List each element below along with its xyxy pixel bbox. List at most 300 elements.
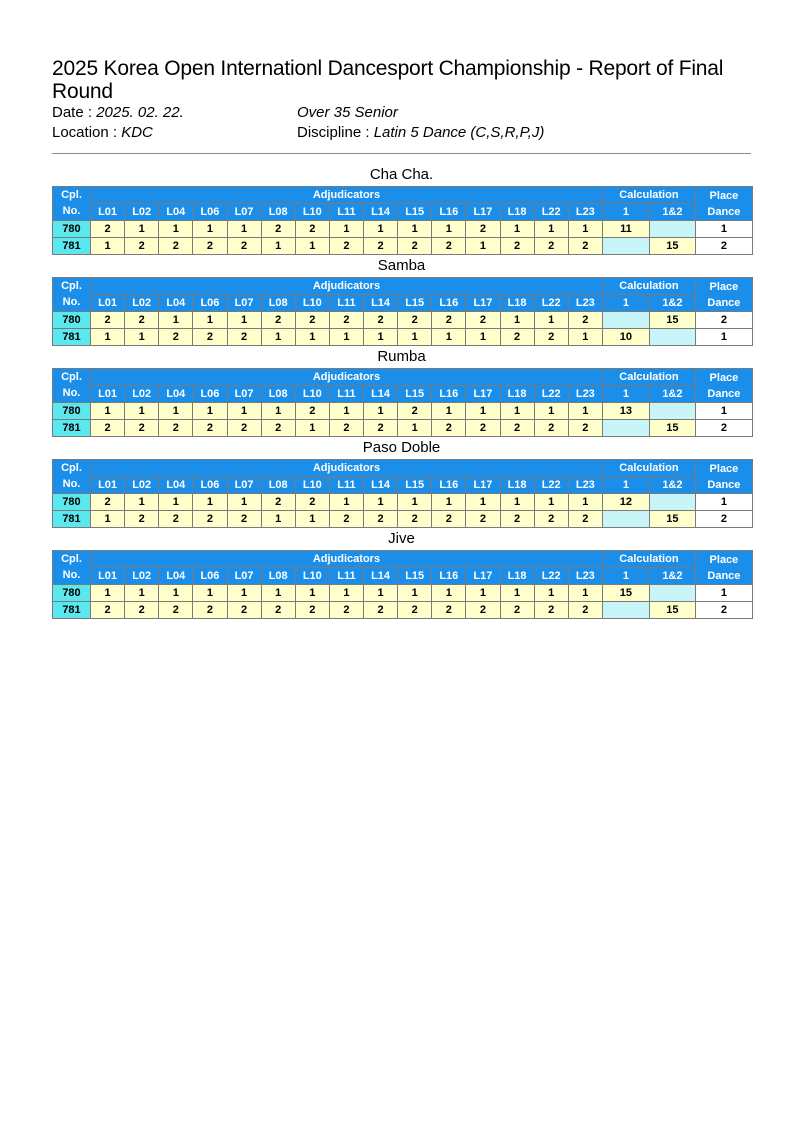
mark-cell: 1 [568,329,602,346]
mark-cell: 2 [568,312,602,329]
no-label: No. [62,569,81,581]
score-table [52,550,753,619]
mark-cell: 1 [329,221,363,238]
place-dance-header [695,460,752,494]
mark-cell: 2 [364,602,398,619]
place-value: 2 [695,312,752,329]
mark-cell: 1 [534,221,568,238]
cpl-label: Cpl. [61,280,82,292]
calc-1-header: 1 [602,568,649,585]
mark-cell: 2 [261,602,295,619]
mark-cell: 1 [364,329,398,346]
mark-cell: 1 [193,312,227,329]
mark-cell: 2 [398,238,432,255]
calculation-header: Calculation [602,369,695,386]
mark-cell: 2 [466,511,500,528]
adjudicator-code: L04 [159,204,193,221]
mark-cell: 2 [329,511,363,528]
mark-cell: 2 [193,420,227,437]
couple-number: 780 [53,494,91,511]
calc-1-header: 1 [602,204,649,221]
mark-cell: 1 [500,403,534,420]
calc-12-value [649,585,695,602]
adjudicator-code: L16 [432,477,466,494]
no-label: No. [62,296,81,308]
place-value: 2 [695,511,752,528]
report-header [52,57,752,143]
dance-title: Cha Cha. [369,166,434,183]
mark-cell: 1 [295,511,329,528]
mark-cell: 1 [261,511,295,528]
adjudicators-header: Adjudicators [91,369,603,386]
couple-row [53,420,753,437]
mark-cell: 2 [534,420,568,437]
adjudicator-code: L18 [500,204,534,221]
mark-cell: 1 [193,585,227,602]
mark-cell: 2 [159,420,193,437]
adjudicator-code: L22 [534,204,568,221]
adjudicator-code: L15 [398,568,432,585]
calc-1-value: 12 [602,494,649,511]
calc-1-value: 15 [602,585,649,602]
mark-cell: 2 [398,511,432,528]
mark-cell: 2 [295,312,329,329]
couple-number: 781 [53,329,91,346]
mark-cell: 1 [227,221,261,238]
mark-cell: 2 [91,420,125,437]
adjudicators-header: Adjudicators [91,278,603,295]
mark-cell: 1 [432,494,466,511]
adjudicator-code: L07 [227,204,261,221]
mark-cell: 2 [466,221,500,238]
mark-cell: 2 [295,602,329,619]
mark-cell: 2 [466,602,500,619]
header-row [53,204,753,221]
adjudicator-code: L23 [568,204,602,221]
cpl-no-header [53,460,91,494]
mark-cell: 1 [568,585,602,602]
mark-cell: 1 [159,494,193,511]
mark-cell: 2 [329,602,363,619]
mark-cell: 2 [295,403,329,420]
couple-number: 781 [53,238,91,255]
mark-cell: 1 [125,403,159,420]
couple-number: 780 [53,403,91,420]
adjudicator-code: L10 [295,204,329,221]
mark-cell: 1 [364,221,398,238]
adjudicator-code: L18 [500,386,534,403]
header-row [53,295,753,312]
couple-row [53,329,753,346]
header-row [53,369,753,386]
adjudicator-code: L17 [466,295,500,312]
mark-cell: 1 [466,585,500,602]
mark-cell: 2 [227,511,261,528]
mark-cell: 1 [432,329,466,346]
mark-cell: 1 [500,312,534,329]
place-value: 2 [695,420,752,437]
adjudicator-code: L22 [534,386,568,403]
dance-label: Dance [707,296,741,309]
header-row [53,477,753,494]
mark-cell: 1 [125,585,159,602]
calc-12-value [649,221,695,238]
no-label: No. [62,205,81,217]
adjudicator-code: L10 [295,477,329,494]
mark-cell: 2 [500,238,534,255]
adjudicator-code: L18 [500,477,534,494]
adjudicator-code: L07 [227,477,261,494]
mark-cell: 2 [159,329,193,346]
mark-cell: 2 [534,329,568,346]
mark-cell: 1 [432,221,466,238]
adjudicator-code: L17 [466,386,500,403]
mark-cell: 2 [534,238,568,255]
header-row [53,551,753,568]
adjudicator-code: L17 [466,477,500,494]
mark-cell: 1 [329,329,363,346]
adjudicator-code: L15 [398,204,432,221]
mark-cell: 2 [125,602,159,619]
calc-12-value: 15 [649,602,695,619]
mark-cell: 1 [398,221,432,238]
category-value: Over 35 Senior [297,104,398,121]
mark-cell: 1 [364,403,398,420]
adjudicator-code: L15 [398,386,432,403]
mark-cell: 2 [193,602,227,619]
mark-cell: 1 [91,585,125,602]
calc-12-value: 15 [649,312,695,329]
adjudicator-code: L14 [364,204,398,221]
adjudicator-code: L08 [261,477,295,494]
calc-1-value [602,602,649,619]
couple-number: 781 [53,602,91,619]
mark-cell: 2 [466,420,500,437]
mark-cell: 2 [398,602,432,619]
mark-cell: 1 [432,403,466,420]
meta-row-date [52,103,752,123]
mark-cell: 2 [329,312,363,329]
adjudicator-code: L18 [500,295,534,312]
place-value: 1 [695,403,752,420]
adjudicator-code: L10 [295,568,329,585]
adjudicator-code: L02 [125,568,159,585]
adjudicator-code: L04 [159,386,193,403]
adjudicator-code: L01 [91,477,125,494]
mark-cell: 2 [534,511,568,528]
mark-cell: 1 [193,494,227,511]
adjudicator-code: L17 [466,568,500,585]
couple-row [53,602,753,619]
mark-cell: 1 [91,511,125,528]
mark-cell: 1 [159,312,193,329]
calc-12-value: 15 [649,511,695,528]
mark-cell: 1 [466,329,500,346]
place-value: 2 [695,238,752,255]
mark-cell: 1 [534,312,568,329]
mark-cell: 2 [329,238,363,255]
dance-results [52,164,751,619]
adjudicator-code: L06 [193,386,227,403]
calc-1-value: 11 [602,221,649,238]
header-row [53,187,753,204]
mark-cell: 2 [398,312,432,329]
header-row [53,568,753,585]
mark-cell: 1 [227,312,261,329]
adjudicator-code: L15 [398,477,432,494]
adjudicator-code: L02 [125,295,159,312]
cpl-no-header [53,369,91,403]
date-value: 2025. 02. 22. [96,104,184,121]
adjudicator-code: L04 [159,295,193,312]
mark-cell: 1 [398,494,432,511]
mark-cell: 1 [193,403,227,420]
mark-cell: 2 [125,312,159,329]
report-title: 2025 Korea Open Internationl Dancesport Championship - Report of Final Round [52,57,724,103]
mark-cell: 2 [364,511,398,528]
header-row [53,278,753,295]
mark-cell: 1 [125,329,159,346]
couple-row [53,238,753,255]
mark-cell: 1 [568,494,602,511]
mark-cell: 2 [159,238,193,255]
mark-cell: 2 [91,602,125,619]
adjudicator-code: L04 [159,568,193,585]
place-label: Place [709,462,739,475]
mark-cell: 2 [159,602,193,619]
score-table [52,368,753,437]
adjudicator-code: L14 [364,386,398,403]
calculation-header: Calculation [602,187,695,204]
mark-cell: 1 [500,494,534,511]
calc-1-header: 1 [602,386,649,403]
mark-cell: 1 [159,403,193,420]
mark-cell: 1 [568,403,602,420]
cpl-label: Cpl. [61,371,82,383]
mark-cell: 1 [329,494,363,511]
meta-row-location [52,123,752,143]
adjudicator-code: L23 [568,568,602,585]
adjudicator-code: L18 [500,568,534,585]
mark-cell: 1 [568,221,602,238]
mark-cell: 2 [432,238,466,255]
mark-cell: 1 [466,238,500,255]
mark-cell: 1 [295,585,329,602]
header-row [53,386,753,403]
adjudicator-code: L10 [295,386,329,403]
calc-1-value: 13 [602,403,649,420]
adjudicator-code: L11 [329,204,363,221]
date-label: Date : [52,104,97,121]
mark-cell: 1 [125,494,159,511]
mark-cell: 1 [398,329,432,346]
mark-cell: 2 [500,602,534,619]
mark-cell: 2 [261,312,295,329]
adjudicators-header: Adjudicators [91,187,603,204]
place-label: Place [709,280,739,293]
adjudicator-code: L23 [568,477,602,494]
adjudicator-code: L11 [329,568,363,585]
adjudicator-code: L06 [193,295,227,312]
dance-title: Jive [388,530,415,547]
adjudicator-code: L02 [125,386,159,403]
mark-cell: 2 [364,312,398,329]
adjudicator-code: L15 [398,295,432,312]
cpl-no-header [53,187,91,221]
couple-number: 780 [53,312,91,329]
place-label: Place [709,189,739,202]
couple-number: 780 [53,221,91,238]
couple-row [53,511,753,528]
adjudicator-code: L22 [534,568,568,585]
header-row [53,460,753,477]
adjudicator-code: L08 [261,386,295,403]
place-value: 2 [695,602,752,619]
place-dance-header [695,551,752,585]
mark-cell: 1 [261,238,295,255]
place-value: 1 [695,494,752,511]
mark-cell: 1 [91,238,125,255]
mark-cell: 2 [364,420,398,437]
discipline-label: Discipline : [297,124,374,141]
adjudicator-code: L01 [91,568,125,585]
mark-cell: 2 [500,329,534,346]
place-dance-header [695,278,752,312]
adjudicator-code: L14 [364,477,398,494]
couple-row [53,221,753,238]
adjudicator-code: L08 [261,568,295,585]
dance-title: Samba [377,257,426,274]
couple-row [53,312,753,329]
mark-cell: 2 [432,602,466,619]
location-value: KDC [121,124,153,141]
adjudicator-code: L16 [432,204,466,221]
mark-cell: 2 [295,221,329,238]
calc-1-value [602,420,649,437]
cpl-label: Cpl. [61,189,82,201]
adjudicator-code: L16 [432,295,466,312]
mark-cell: 2 [432,511,466,528]
mark-cell: 2 [568,238,602,255]
adjudicator-code: L01 [91,204,125,221]
dance-label: Dance [707,205,741,218]
mark-cell: 1 [364,494,398,511]
mark-cell: 1 [534,403,568,420]
no-label: No. [62,387,81,399]
mark-cell: 1 [295,238,329,255]
place-value: 1 [695,329,752,346]
calc-1-header: 1 [602,477,649,494]
calc-1-header: 1 [602,295,649,312]
adjudicator-code: L06 [193,477,227,494]
adjudicator-code: L02 [125,204,159,221]
mark-cell: 1 [534,585,568,602]
adjudicator-code: L07 [227,295,261,312]
mark-cell: 2 [125,511,159,528]
calc-12-value [649,494,695,511]
cpl-no-header [53,551,91,585]
mark-cell: 1 [364,585,398,602]
adjudicator-code: L06 [193,568,227,585]
mark-cell: 1 [432,585,466,602]
calc-12-value [649,329,695,346]
mark-cell: 2 [568,511,602,528]
mark-cell: 2 [91,221,125,238]
mark-cell: 2 [500,511,534,528]
adjudicator-code: L08 [261,295,295,312]
mark-cell: 1 [227,585,261,602]
location-label: Location : [52,124,122,141]
adjudicator-code: L14 [364,295,398,312]
score-table [52,459,753,528]
calc-12-header: 1&2 [649,295,695,312]
mark-cell: 1 [500,221,534,238]
calculation-header: Calculation [602,460,695,477]
place-label: Place [709,371,739,384]
mark-cell: 1 [261,585,295,602]
mark-cell: 1 [159,585,193,602]
mark-cell: 2 [125,238,159,255]
adjudicator-code: L16 [432,568,466,585]
mark-cell: 1 [159,221,193,238]
mark-cell: 2 [398,403,432,420]
adjudicator-code: L23 [568,295,602,312]
calc-12-header: 1&2 [649,568,695,585]
adjudicator-code: L07 [227,568,261,585]
calc-12-header: 1&2 [649,204,695,221]
place-value: 1 [695,585,752,602]
adjudicator-code: L23 [568,386,602,403]
mark-cell: 2 [91,494,125,511]
calc-1-value [602,312,649,329]
mark-cell: 2 [193,238,227,255]
adjudicator-code: L04 [159,477,193,494]
header-divider [52,153,751,154]
mark-cell: 2 [432,420,466,437]
calculation-header: Calculation [602,551,695,568]
adjudicator-code: L10 [295,295,329,312]
place-label: Place [709,553,739,566]
mark-cell: 2 [159,511,193,528]
calculation-header: Calculation [602,278,695,295]
adjudicator-code: L11 [329,295,363,312]
mark-cell: 1 [91,329,125,346]
cpl-label: Cpl. [61,553,82,565]
mark-cell: 1 [227,494,261,511]
mark-cell: 1 [125,221,159,238]
mark-cell: 2 [125,420,159,437]
mark-cell: 2 [500,420,534,437]
calc-12-header: 1&2 [649,386,695,403]
calc-1-value [602,511,649,528]
mark-cell: 2 [432,312,466,329]
place-value: 1 [695,221,752,238]
mark-cell: 2 [227,420,261,437]
couple-number: 781 [53,511,91,528]
mark-cell: 2 [466,312,500,329]
mark-cell: 2 [364,238,398,255]
cpl-no-header [53,278,91,312]
mark-cell: 2 [261,494,295,511]
adjudicator-code: L01 [91,386,125,403]
mark-cell: 2 [534,602,568,619]
place-dance-header [695,187,752,221]
dance-label: Dance [707,387,741,400]
place-dance-header [695,369,752,403]
adjudicator-code: L22 [534,477,568,494]
adjudicator-code: L11 [329,477,363,494]
couple-number: 780 [53,585,91,602]
